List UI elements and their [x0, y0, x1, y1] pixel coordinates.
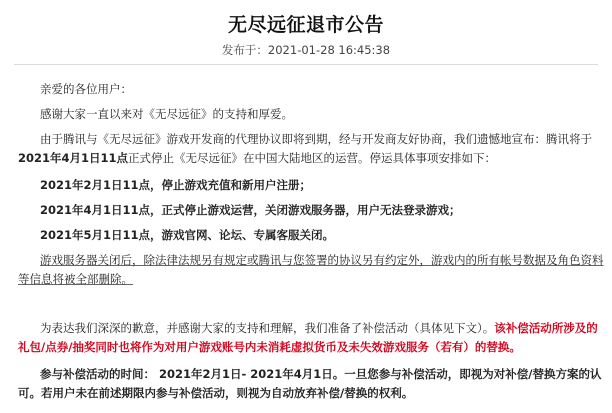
compensation-highlight-text: 该补偿活动所涉及的 [494, 321, 598, 335]
compensation-paragraph-line1 [40, 319, 598, 338]
intro-rest-text: 正式停止《无尽远征》在中国大陆地区的运营。停运具体事项安排如下： [128, 151, 497, 165]
stop-date: 2021年4月1日11点 [18, 151, 129, 165]
thanks-paragraph: 感谢大家一直以来对《无尽远征》的支持和厚爱。 [40, 107, 293, 121]
schedule-item: 2021年5月1日11点，游戏官网、论坛、专属客服关闭。 [40, 228, 335, 242]
data-deletion-note-line2: 等信息将被全部删除。 [18, 272, 133, 286]
compensation-normal-text: 为表达我们深深的歉意，并感谢大家的支持和理解，我们准备了补偿活动（具体见下文）。 [40, 321, 495, 335]
publish-time: 2021-01-28 16:45:38 [267, 43, 391, 57]
publish-label: 发布于： [221, 43, 268, 57]
compensation-period-line2: 可。若用户未在前述期限内参与补偿活动，则视为自动放弃补偿/替换的权利。 [18, 386, 414, 400]
compensation-period-line1: 参与补偿活动的时间： 2021年2月1日- 2021年4月1日。一旦您参与补偿活动，即视为对补偿/替换方案的认 [40, 367, 602, 381]
schedule-item: 2021年2月1日11点，停止游戏充值和新用户注册； [40, 178, 312, 192]
intro-paragraph-line2 [18, 149, 496, 168]
compensation-paragraph-line2: 礼包/点券/抽奖同时也将作为对用户游戏账号内未消耗虚拟货币及未失效游戏服务（若有）的替换。 [18, 340, 521, 354]
publish-meta [0, 42, 612, 58]
data-deletion-note-line1: 游戏服务器关闭后，除法律法规另有规定或腾讯与您签署的协议另有约定外，游戏内的所有帐号数据及角色资料 [40, 253, 604, 267]
page-title: 无尽远征退市公告 [227, 14, 384, 36]
intro-paragraph-line1: 由于腾讯与《无尽远征》游戏开发商的代理协议即将到期，经与开发商友好协商，我们遗憾地宣布：腾讯将于 [40, 132, 592, 146]
schedule-item: 2021年4月1日11点，正式停止游戏运营，关闭游戏服务器，用户无法登录游戏； [40, 203, 461, 217]
title-divider [14, 64, 598, 65]
greeting-paragraph: 亲爱的各位用户： [40, 82, 132, 96]
